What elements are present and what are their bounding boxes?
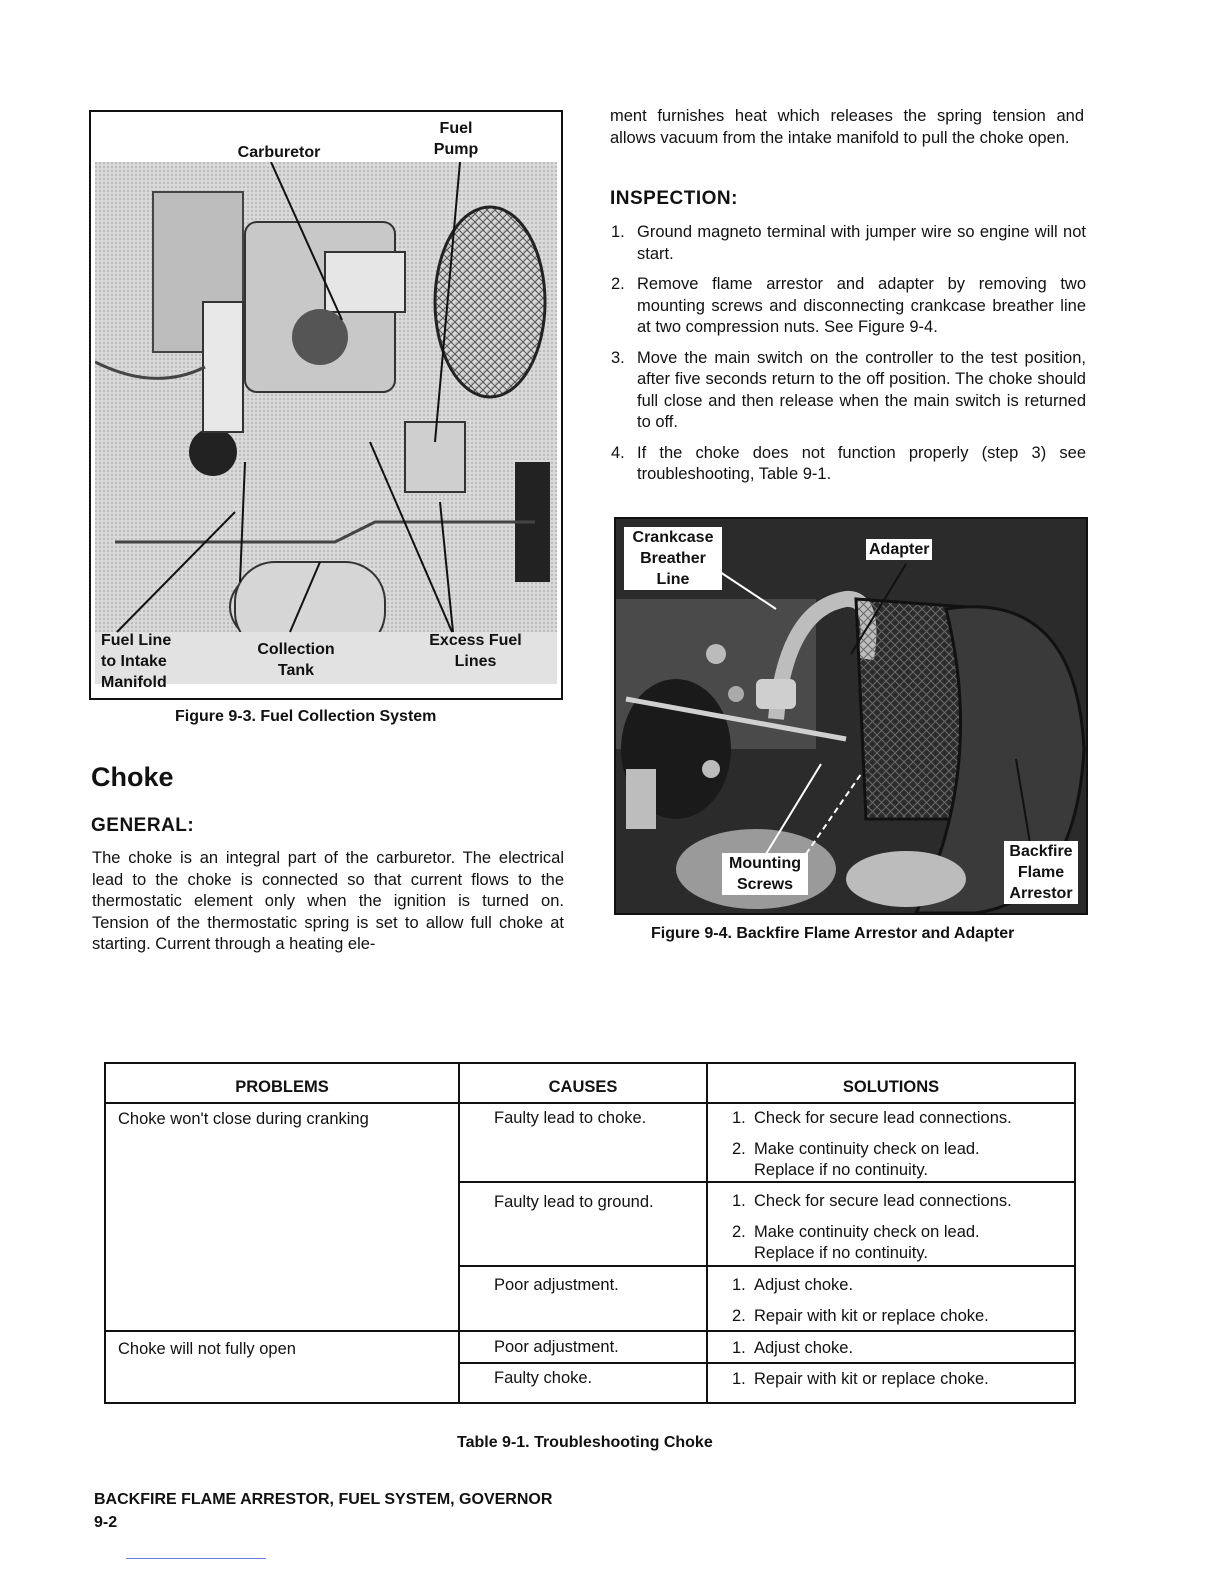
cause-cell: Faulty lead to ground.: [494, 1193, 654, 1211]
row-divider: [458, 1265, 1074, 1267]
fuel-line-label: Fuel Line to Intake Manifold: [101, 632, 172, 691]
fuel-collection-photo: [95, 162, 557, 684]
header-divider: [106, 1102, 1074, 1104]
mounting-screws-label: Mounting Screws: [722, 853, 808, 895]
carburetor-label: Carburetor: [237, 144, 321, 161]
adapter-label: Adapter: [866, 539, 932, 560]
header-solutions: SOLUTIONS: [842, 1078, 940, 1096]
inspection-step: 1. Ground magneto terminal with jumper wire so engine will not start.: [611, 223, 1086, 263]
troubleshooting-table: [104, 1062, 1076, 1404]
footer-page-number: 9-2: [94, 1514, 118, 1531]
figure-9-4-caption: Figure 9-4. Backfire Flame Arrestor and Adapter: [651, 925, 1015, 942]
inspection-step: 2. Remove flame arrestor and adapter by removing two mounting screws and disconnecting crankcase breather line at two compression nuts. See Figure 9-4.: [611, 275, 1086, 336]
general-text-continued: ment furnishes heat which releases the spring tension and allows vacuum from the intake manifold to pull the choke open.: [610, 107, 1084, 147]
figure-9-3: [89, 110, 563, 700]
fuel-pump-label: Fuel Pump: [433, 120, 479, 158]
cause-cell: Faulty choke.: [494, 1369, 593, 1387]
footer-section-title: BACKFIRE FLAME ARRESTOR, FUEL SYSTEM, GOVERNOR: [94, 1491, 553, 1508]
problem-cell: Choke won't close during cranking: [118, 1110, 369, 1128]
figure-9-4: [614, 517, 1088, 915]
row-divider: [458, 1181, 1074, 1183]
column-divider: [706, 1064, 708, 1402]
solution-item: 2. Make continuity check on lead. Replace if no continuity.: [732, 1223, 980, 1262]
general-heading: GENERAL:: [91, 815, 195, 836]
figure-9-3-caption: Figure 9-3. Fuel Collection System: [175, 708, 437, 725]
solution-item: 1. Repair with kit or replace choke.: [732, 1370, 989, 1388]
row-divider: [106, 1330, 1074, 1332]
footer-rule: [126, 1558, 266, 1559]
table-9-1-caption: Table 9-1. Troubleshooting Choke: [457, 1434, 713, 1451]
choke-title: Choke: [91, 762, 174, 792]
column-divider: [458, 1064, 460, 1402]
inspection-step: 4. If the choke does not function properly (step 3) see troubleshooting, Table 9-1.: [611, 443, 1086, 483]
backfire-flame-arrestor-label: Backfire Flame Arrestor: [1004, 841, 1078, 904]
header-causes: CAUSES: [548, 1078, 618, 1096]
header-problems: PROBLEMS: [235, 1078, 329, 1096]
solution-item: 1. Adjust choke.: [732, 1276, 854, 1294]
collection-tank-label: Collection Tank: [257, 641, 335, 679]
cause-cell: Poor adjustment.: [494, 1338, 619, 1356]
row-divider: [458, 1362, 1074, 1364]
solution-item: 1. Adjust choke.: [732, 1339, 854, 1357]
excess-fuel-lines-label: Excess Fuel Lines: [429, 632, 522, 670]
solution-item: 2. Repair with kit or replace choke.: [732, 1307, 989, 1325]
solution-item: 1. Check for secure lead connections.: [732, 1109, 1012, 1127]
general-text: The choke is an integral part of the carburetor. The electrical lead to the choke is connected so that current flows to the thermostatic element only when the ignition is turned on. Tension of the thermostatic spring is set to allow full choke at starting. Current through a heating ele-: [92, 849, 564, 953]
inspection-step: 3. Move the main switch on the controller to the test position, after five seconds return to the off position. The choke should full close and then release when the main switch is returned to off.: [611, 348, 1086, 431]
solution-item: 1. Check for secure lead connections.: [732, 1192, 1012, 1210]
cause-cell: Poor adjustment.: [494, 1276, 619, 1294]
crankcase-breather-line-label: Crankcase Breather Line: [624, 527, 722, 590]
problem-cell: Choke will not fully open: [118, 1340, 296, 1358]
inspection-steps: [611, 222, 1086, 495]
cause-cell: Faulty lead to choke.: [494, 1109, 647, 1127]
inspection-heading: INSPECTION:: [610, 188, 738, 209]
solution-item: 2. Make continuity check on lead. Replace if no continuity.: [732, 1140, 980, 1179]
